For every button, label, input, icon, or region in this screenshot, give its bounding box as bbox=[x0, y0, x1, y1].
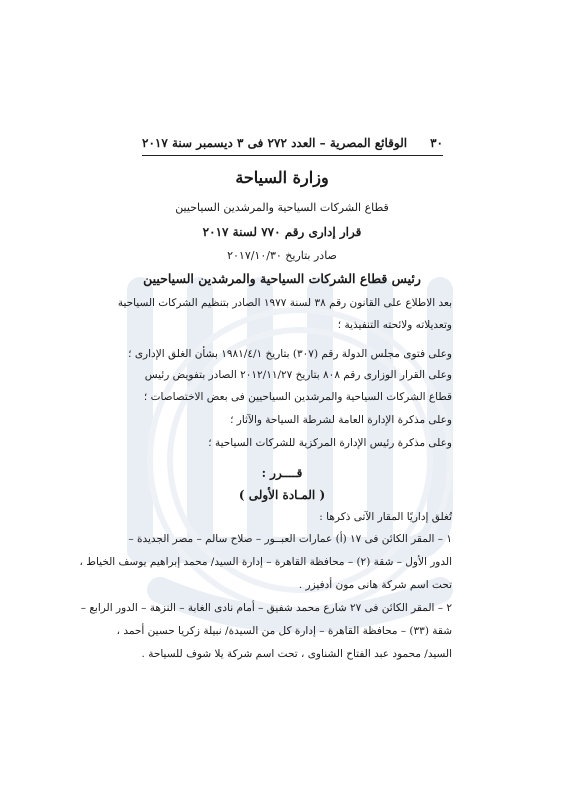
decided-heading: قــــرر : bbox=[261, 466, 303, 480]
item-line: ١ – المقر الكائن فى ١٧ (أ) عمارات العبــور – صلاح سالم – مصر الجديدة – bbox=[128, 533, 452, 545]
issuer-title: رئيس قطاع الشركات السياحية والمرشدين السياحيين bbox=[143, 271, 421, 286]
gazette-header bbox=[142, 134, 443, 152]
preamble-line: وعلى مذكرة رئيس الإدارة المركزية للشركات السياحية ؛ bbox=[208, 437, 452, 449]
preamble-line: وتعديلاته ولائحته التنفيذية ؛ bbox=[337, 319, 452, 331]
header-divider bbox=[142, 155, 443, 156]
item-line: السيد/ محمود عبد الفتاح الشناوى ، تحت اسم شركة يلا شوف للسياحة . bbox=[141, 648, 452, 660]
item-line: تحت اسم شركة هانى مون أدفيزر . bbox=[298, 579, 452, 591]
decree-title: قرار إدارى رقم ٧٧٠ لسنة ٢٠١٧ bbox=[202, 225, 362, 239]
article-1-title: ( المـادة الأولى ) bbox=[238, 488, 326, 502]
preamble-line: وعلى القرار الوزارى رقم ٨٠٨ بتاريخ ٢٠١٢/١١/٢٧ الصادر بتفويض رئيس bbox=[144, 369, 452, 381]
preamble-line: وعلى مذكرة الإدارة العامة لشرطة السياحة والآثار ؛ bbox=[230, 414, 452, 426]
gazette-issue: الوقائع المصرية – العدد ٢٧٢ فى ٣ ديسمبر سنة ٢٠١٧ bbox=[142, 136, 408, 150]
article-1-intro: تُغلق إداريًا المقار الآتى ذكرها : bbox=[319, 511, 452, 523]
item-line: شقة (٣٣) – محافظة القاهرة – إدارة كل من السيدة/ نبيلة زكريا حسين أحمد ، bbox=[116, 625, 452, 637]
preamble-line: بعد الاطلاع على القانون رقم ٣٨ لسنة ١٩٧٧ الصادر بتنظيم الشركات السياحية bbox=[117, 297, 452, 309]
ministry-title: وزارة السياحة bbox=[235, 168, 329, 187]
preamble-line: قطاع الشركات السياحية والمرشدين السياحيين فى بعض الاختصاصات ؛ bbox=[143, 391, 452, 403]
item-line: ٢ – المقر الكائن فى ٢٧ شارع محمد شفيق – أمام نادى الغابة – النزهة – الدور الرابع – bbox=[80, 602, 452, 614]
page-number: ٣٠ bbox=[430, 136, 443, 150]
item-line: الدور الأول – شقة (٢) – محافظة القاهرة – إدارة السيد/ محمد إبراهيم يوسف الخياط ، bbox=[79, 556, 452, 568]
issued-date: صادر بتاريخ ٢٠١٧/١٠/٣٠ bbox=[227, 249, 337, 262]
sector-name: قطاع الشركات السياحية والمرشدين السياحيين bbox=[175, 201, 389, 214]
preamble-line: وعلى فتوى مجلس الدولة رقم (٣٠٧) بتاريخ ١٩٨١/٤/١ بشأن الغلق الإدارى ؛ bbox=[128, 348, 452, 360]
